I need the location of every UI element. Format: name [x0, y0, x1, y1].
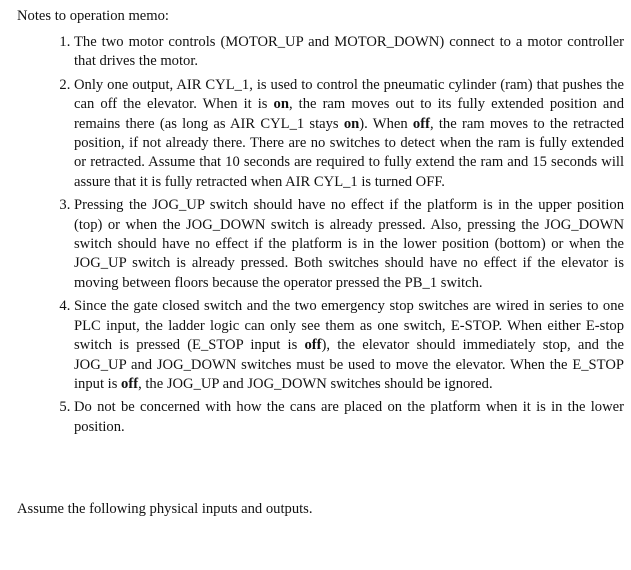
- note-item-5: [74, 398, 624, 437]
- note-2-emph-on-1: on: [273, 96, 289, 113]
- note-5-text: Do not be concerned with how the cans are placed on the platform when it is in the lower position.: [74, 399, 624, 435]
- note-4-text-b: ), the elevator should immediately stop, and the JOG_UP and JOG_DOWN switches must be used to move the elevator. When the E_STOP input is: [74, 337, 624, 392]
- note-4-text-c: , the JOG_UP and JOG_DOWN switches should be ignored.: [138, 375, 493, 392]
- closing-sentence: Assume the following physical inputs and outputs.: [17, 501, 313, 517]
- note-2-text-c: ). When: [359, 115, 413, 132]
- note-item-3: [74, 196, 624, 293]
- note-4-emph-off-2: off: [121, 375, 139, 392]
- note-4-text-a: Since the gate closed switch and the two emergency stop switches are wired in series to one PLC input, the ladder logic can only see them as one switch, E-STOP. When either E-stop switch is pressed (E_STOP input is: [74, 298, 624, 354]
- note-2-emph-off: off: [412, 115, 430, 132]
- note-3-text: Pressing the JOG_UP switch should have no effect if the platform is in the upper position (top) or when the JOG_DOWN switch is already pressed. Also, pressing the JOG_DOWN switch should have no effect if the platform is in the lower position (bottom) or when the JOG_UP switch is already pressed. Both switches should have no effect if the elevator is moving between floors because the operator pressed the PB_1 switch.: [74, 197, 624, 291]
- note-item-4: [74, 297, 624, 394]
- note-1-text: The two motor controls (MOTOR_UP and MOTOR_DOWN) connect to a motor controller that drives the motor.: [74, 34, 624, 70]
- note-4-emph-off-1: off: [304, 337, 322, 354]
- notes-list: [54, 33, 624, 441]
- note-2-emph-on-2: on: [343, 115, 360, 132]
- note-item-2: [74, 76, 624, 192]
- note-2-text-a: Only one output, AIR CYL_1, is used to control the pneumatic cylinder (ram) that pushes the can off the elevator. When it is: [74, 76, 624, 113]
- note-2-text-d: , the ram moves to the retracted position, if not already there. There are no switches to detect when the ram is fully extended or retracted. Assume that 10 seconds are required to fully extend the ram and 15 seconds will assure that it is fully retracted when AIR CYL_1 is turned OFF.: [74, 115, 625, 190]
- note-item-1: [74, 33, 624, 72]
- note-2-text-b: , the ram moves out to its fully extended position and remains there (as long as AIR CYL_1 stays: [74, 96, 624, 132]
- notes-heading: Notes to operation memo:: [17, 8, 169, 24]
